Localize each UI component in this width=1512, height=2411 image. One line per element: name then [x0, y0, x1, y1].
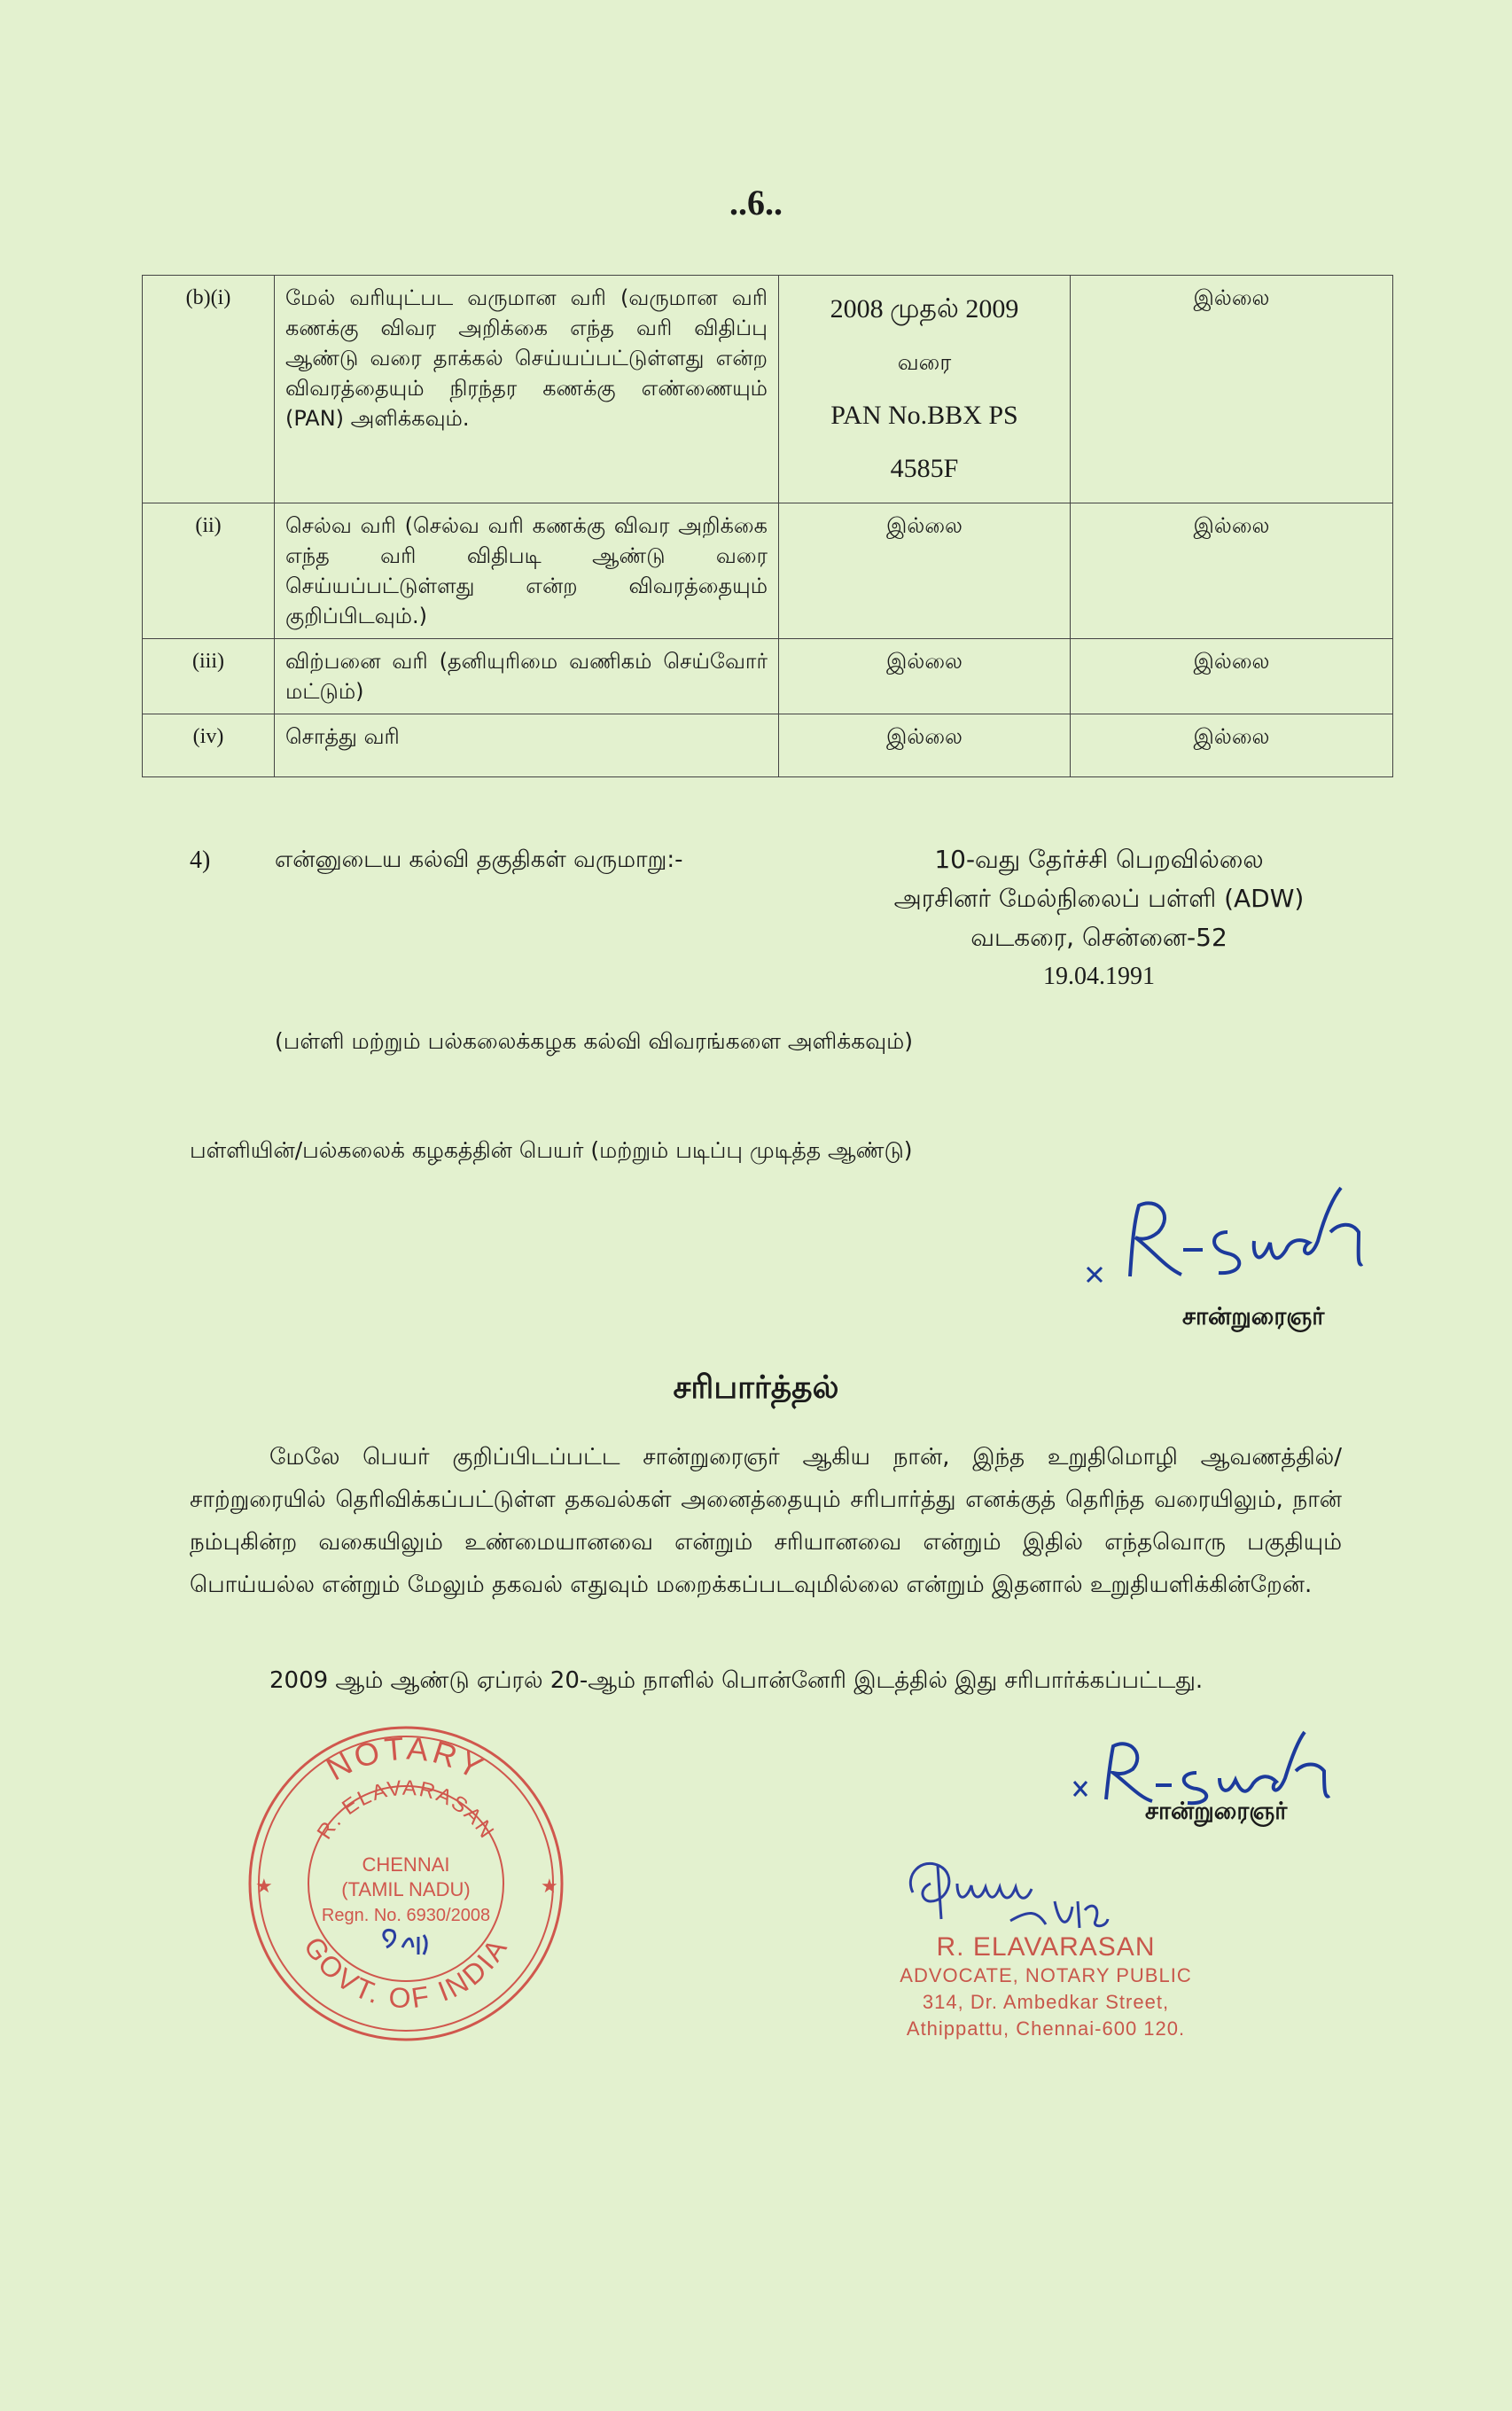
- svg-text:R. ELAVARASAN: [313, 1776, 500, 1844]
- status-line: 2008 முதல் 2009: [830, 294, 1019, 324]
- status-line: வரை: [897, 349, 952, 375]
- notary-signature: [895, 1839, 1161, 1937]
- row-description: மேல் வரியுட்பட வருமான வரி (வருமான வரி கணக்கு விவர அறிக்கை எந்த வரி விதிப்பு ஆண்டு வரை தாக்கல் செய்யப்பட்டுள்ளது என்ற விவரத்தையும் நிரந்தர கணக்கு எண்ணையும் (PAN) அளிக்கவும்.: [275, 276, 779, 503]
- school-name-line: பள்ளியின்/பல்கலைக் கழகத்தின் பெயர் (மற்றும் படிப்பு முடித்த ஆண்டு): [190, 1137, 913, 1163]
- seal-city: CHENNAI: [362, 1853, 450, 1876]
- deponent-label: சான்றுரைஞர்: [1182, 1303, 1325, 1330]
- row-remark: இல்லை: [1071, 503, 1393, 639]
- seal-bottom-text: GOVT. OF INDIA: [297, 1931, 515, 2015]
- verification-body: மேலே பெயர் குறிப்பிடப்பட்ட சான்றுரைஞர் ஆகிய நான், இந்த உறுதிமொழி ஆவணத்தில்/சாற்றுரையில் தெரிவிக்கப்பட்டுள்ள தகவல்கள் அனைத்தையும் சரிபார்த்து எனக்குத் தெரிந்த வரையிலும், நான் நம்புகின்ற வகையிலும் உண்மையானவை என்றும் சரியானவை என்றும் இதில் எந்தவொரு பகுதியும் பொய்யல்ல என்றும் மேலும் தகவல் எதுவும் மறைக்கப்படவுமில்லை என்றும் இதனால் உறுதியளிக்கின்றேன்.: [190, 1444, 1342, 1598]
- row-number: (ii): [143, 503, 275, 639]
- star-icon: ★: [541, 1876, 558, 1898]
- seal-top-text: NOTARY: [320, 1729, 492, 1788]
- school-address: வடகரை, சென்னை-52: [970, 923, 1228, 952]
- row-description: விற்பனை வரி (தனியுரிமை வணிகம் செய்வோர் மட்டும்): [275, 639, 779, 714]
- deponent-label: சான்றுரைஞர்: [1145, 1798, 1288, 1825]
- education-date: 19.04.1991: [1043, 963, 1155, 990]
- table-row: [143, 276, 1393, 503]
- education-note: (பள்ளி மற்றும் பல்கலைக்கழக கல்வி விவரங்களை அளிக்கவும்): [275, 1028, 914, 1054]
- row-remark: இல்லை: [1071, 639, 1393, 714]
- row-number: (iii): [143, 639, 275, 714]
- verification-title: சரிபார்த்தல்: [673, 1369, 839, 1406]
- row-status: இல்லை: [779, 503, 1071, 639]
- table-row: [143, 503, 1393, 639]
- verification-date: 2009 ஆம் ஆண்டு ஏப்ரல் 20-ஆம் நாளில் பொன்னேரி இடத்தில் இது சரிபார்க்கப்பட்டது.: [269, 1667, 1204, 1694]
- seal-name-text: R. ELAVARASAN: [312, 1775, 500, 1844]
- seal-state: (TAMIL NADU): [341, 1878, 471, 1900]
- notary-address-line: 314, Dr. Ambedkar Street,: [922, 1991, 1170, 2013]
- row-remark: இல்லை: [1071, 714, 1393, 777]
- notary-title: ADVOCATE, NOTARY PUBLIC: [900, 1964, 1192, 1986]
- pan-number: PAN No.BBX PS: [830, 401, 1018, 430]
- seal-registration: Regn. No. 6930/2008: [321, 1906, 491, 1925]
- pan-number-suffix: 4585F: [890, 454, 959, 483]
- seal-initials: [384, 1930, 426, 1955]
- notary-block: [833, 1932, 1259, 2042]
- row-description: சொத்து வரி: [275, 714, 779, 777]
- row-status: இல்லை: [779, 714, 1071, 777]
- row-status: இல்லை: [779, 639, 1071, 714]
- section-number: 4): [190, 847, 211, 874]
- notary-seal: [229, 1715, 583, 2052]
- row-description: செல்வ வரி (செல்வ வரி கணக்கு விவர அறிக்கை எந்த வரி விதிபடி ஆண்டு வரை செய்யப்பட்டுள்ளது என்ற விவரத்தையும் குறிப்பிடவும்.): [275, 503, 779, 639]
- education-status: 10-வது தேர்ச்சி பெறவில்லை: [934, 845, 1264, 874]
- row-remark: இல்லை: [1071, 276, 1393, 503]
- tax-table: [142, 275, 1393, 777]
- deponent-signature-1: [1077, 1179, 1369, 1285]
- row-status: [779, 276, 1071, 503]
- row-number: (iv): [143, 714, 275, 777]
- star-icon: ★: [255, 1876, 273, 1898]
- table-row: [143, 639, 1393, 714]
- school-name: அரசினர் மேல்நிலைப் பள்ளி (ADW): [893, 884, 1305, 913]
- notary-address-line: Athippattu, Chennai-600 120.: [906, 2017, 1186, 2040]
- notary-name: R. ELAVARASAN: [936, 1932, 1156, 1962]
- row-number: (b)(i): [143, 276, 275, 503]
- education-label: என்னுடைய கல்வி தகுதிகள் வருமாறு:-: [275, 847, 683, 873]
- page-number: ..6..: [729, 183, 783, 222]
- table-row: [143, 714, 1393, 777]
